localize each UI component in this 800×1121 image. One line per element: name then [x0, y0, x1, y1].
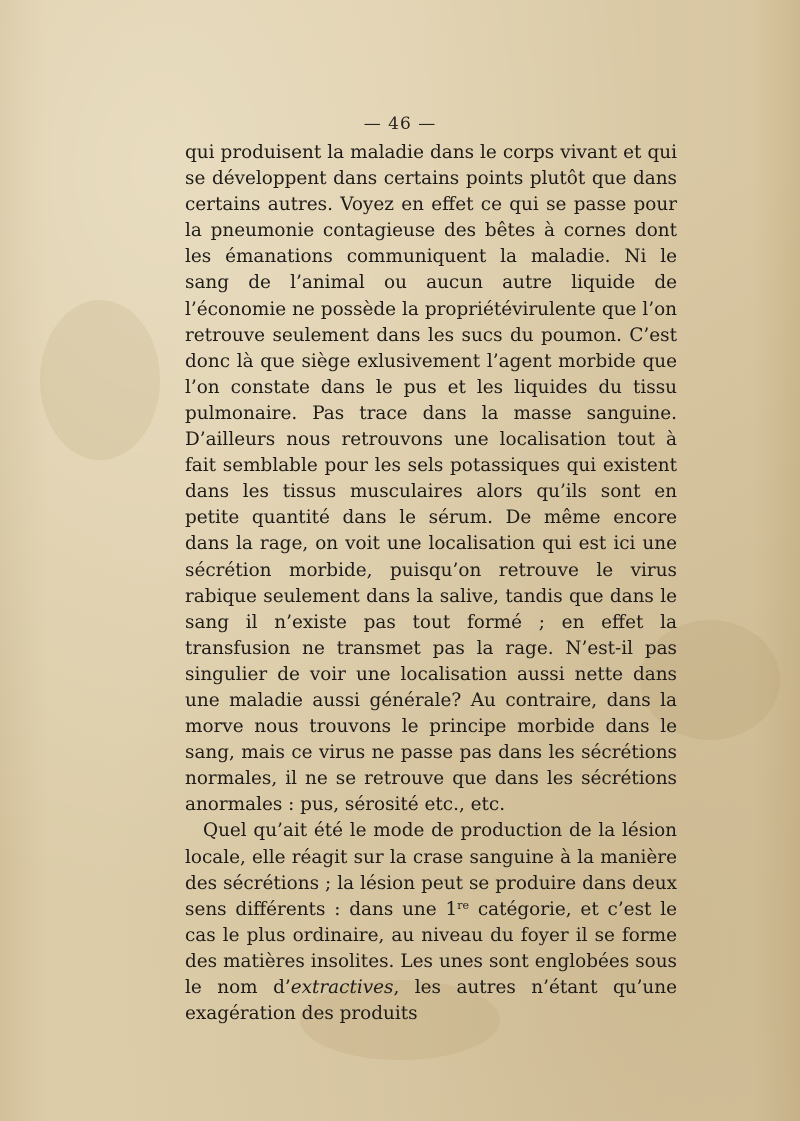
italic-term: extractives [290, 977, 394, 998]
paper-stain [40, 300, 160, 460]
body-text [185, 140, 677, 1027]
paragraph [185, 818, 677, 1027]
text-segment: Quel qu’ait été le mode de production de la lésion locale, elle réagit sur la crase sanguine à la manière des sécrétions ; la lésion peut se produire dans deux sens différents : dans une 1 [185, 820, 677, 920]
page-number: — 46 — [363, 114, 437, 134]
superscript: re [457, 898, 469, 912]
text-segment: catégorie, et c’est le cas le plus ordinaire, au niveau du foyer il se forme des matières insolites. Les unes sont englobées sous le nom d’ [185, 898, 677, 998]
text-segment: , les autres n’étant qu’une exagération des produits [185, 977, 677, 1025]
paragraph: qui produisent la maladie dans le corps vivant et qui se développent dans certains points plutôt que dans certains autres. Voyez en effet ce qui se passe pour la pneumonie contagieuse des bêtes à cornes dont les émanations communiquent la maladie. Ni le sang de l’animal ou aucun autre liquide de l’économie ne possède la propriétévirulente que l’on retrouve seulement dans les sucs du poumon. C’est donc là que siège exlusivement l’agent morbide que l’on constate dans le pus et les liquides du tissu pulmonaire. Pas trace dans la masse sanguine. D’ailleurs nous retrouvons une localisation tout à fait semblable pour les sels potassiques qui existent dans les tissus musculaires alors qu’ils sont en petite quantité dans le sérum. De même encore dans la rage, on voit une localisation qui est ici une sécrétion morbide, puisqu’on retrouve le virus rabique seulement dans la salive, tandis que dans le sang il n’existe pas tout formé ; en effet la transfusion ne transmet pas la rage. N’est-il pas singulier de voir une localisation aussi nette dans une maladie aussi générale? Au contraire, dans la morve nous trouvons le principe morbide dans le sang, mais ce virus ne passe pas dans les sécrétions normales, il ne se retrouve que dans les sécrétions anormales : pus, sérosité etc., etc. [185, 142, 677, 816]
